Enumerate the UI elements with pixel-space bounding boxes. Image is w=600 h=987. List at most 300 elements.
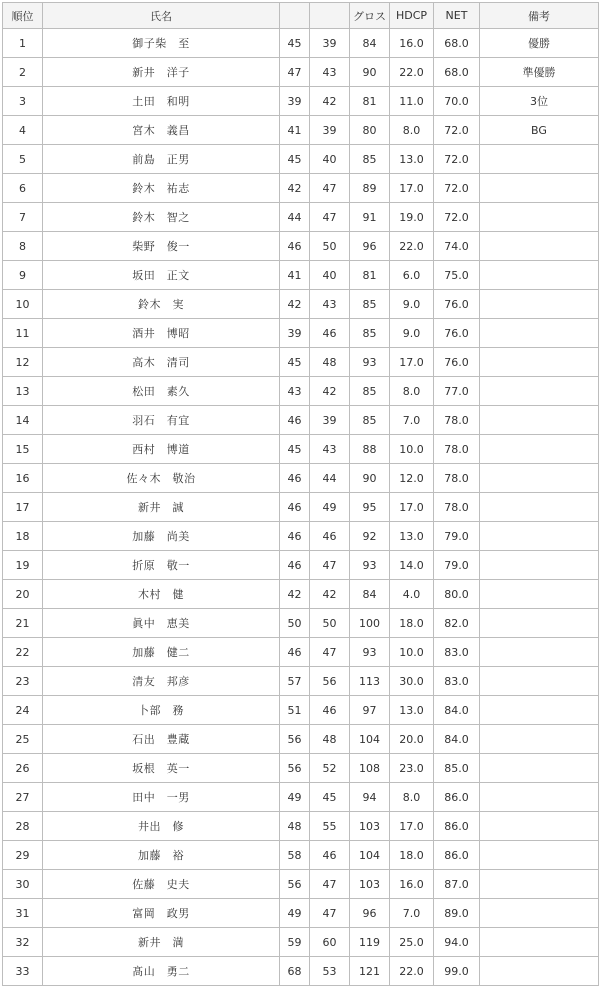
cell-hdcp: 19.0 — [390, 203, 434, 232]
cell-gross: 90 — [350, 464, 390, 493]
cell-gross: 85 — [350, 406, 390, 435]
cell-gross: 84 — [350, 580, 390, 609]
cell-rank: 17 — [3, 493, 43, 522]
cell-note — [480, 493, 599, 522]
cell-note — [480, 812, 599, 841]
table-row — [3, 522, 599, 551]
cell-out: 46 — [280, 493, 310, 522]
cell-in: 48 — [310, 725, 350, 754]
cell-in: 47 — [310, 899, 350, 928]
cell-note — [480, 638, 599, 667]
cell-name: 宮木 義昌 — [43, 116, 280, 145]
cell-in: 47 — [310, 203, 350, 232]
header-row — [3, 3, 599, 29]
cell-gross: 95 — [350, 493, 390, 522]
cell-out: 45 — [280, 145, 310, 174]
cell-net: 70.0 — [434, 87, 480, 116]
header-in — [310, 3, 350, 29]
cell-gross: 85 — [350, 319, 390, 348]
cell-name: 眞中 恵美 — [43, 609, 280, 638]
cell-note — [480, 203, 599, 232]
cell-gross: 85 — [350, 377, 390, 406]
cell-hdcp: 8.0 — [390, 377, 434, 406]
cell-name: 鈴木 祐志 — [43, 174, 280, 203]
cell-out: 46 — [280, 464, 310, 493]
cell-hdcp: 22.0 — [390, 58, 434, 87]
cell-out: 42 — [280, 580, 310, 609]
cell-hdcp: 16.0 — [390, 870, 434, 899]
cell-rank: 7 — [3, 203, 43, 232]
cell-in: 39 — [310, 29, 350, 58]
cell-in: 46 — [310, 319, 350, 348]
cell-note — [480, 261, 599, 290]
cell-net: 79.0 — [434, 551, 480, 580]
table-row — [3, 377, 599, 406]
cell-hdcp: 7.0 — [390, 899, 434, 928]
cell-in: 47 — [310, 870, 350, 899]
cell-gross: 81 — [350, 87, 390, 116]
cell-name: 富岡 政男 — [43, 899, 280, 928]
cell-rank: 27 — [3, 783, 43, 812]
cell-net: 74.0 — [434, 232, 480, 261]
cell-gross: 104 — [350, 725, 390, 754]
table-row — [3, 812, 599, 841]
cell-rank: 25 — [3, 725, 43, 754]
table-row — [3, 174, 599, 203]
table-row — [3, 58, 599, 87]
cell-rank: 26 — [3, 754, 43, 783]
cell-hdcp: 10.0 — [390, 435, 434, 464]
cell-hdcp: 13.0 — [390, 145, 434, 174]
cell-hdcp: 13.0 — [390, 522, 434, 551]
cell-in: 42 — [310, 87, 350, 116]
cell-note — [480, 870, 599, 899]
cell-net: 85.0 — [434, 754, 480, 783]
cell-net: 83.0 — [434, 638, 480, 667]
cell-hdcp: 22.0 — [390, 957, 434, 986]
cell-out: 42 — [280, 174, 310, 203]
cell-rank: 18 — [3, 522, 43, 551]
cell-out: 56 — [280, 725, 310, 754]
table-row — [3, 754, 599, 783]
cell-name: 卜部 務 — [43, 696, 280, 725]
cell-out: 51 — [280, 696, 310, 725]
cell-note — [480, 841, 599, 870]
results-table — [2, 2, 599, 986]
cell-name: 木村 健 — [43, 580, 280, 609]
header-name: 氏名 — [43, 3, 280, 29]
cell-rank: 31 — [3, 899, 43, 928]
cell-out: 50 — [280, 609, 310, 638]
cell-hdcp: 16.0 — [390, 29, 434, 58]
cell-note — [480, 319, 599, 348]
cell-note — [480, 406, 599, 435]
cell-net: 86.0 — [434, 841, 480, 870]
table-row — [3, 203, 599, 232]
table-row — [3, 783, 599, 812]
table-row — [3, 696, 599, 725]
cell-out: 39 — [280, 319, 310, 348]
cell-gross: 91 — [350, 203, 390, 232]
cell-name: 鈴木 智之 — [43, 203, 280, 232]
cell-net: 79.0 — [434, 522, 480, 551]
cell-in: 47 — [310, 174, 350, 203]
cell-gross: 81 — [350, 261, 390, 290]
cell-in: 43 — [310, 435, 350, 464]
cell-net: 82.0 — [434, 609, 480, 638]
cell-gross: 93 — [350, 348, 390, 377]
cell-gross: 97 — [350, 696, 390, 725]
cell-name: 坂根 英一 — [43, 754, 280, 783]
header-rank: 順位 — [3, 3, 43, 29]
cell-in: 46 — [310, 696, 350, 725]
cell-note: 優勝 — [480, 29, 599, 58]
cell-gross: 90 — [350, 58, 390, 87]
cell-gross: 92 — [350, 522, 390, 551]
cell-name: 新井 誠 — [43, 493, 280, 522]
cell-gross: 85 — [350, 145, 390, 174]
cell-hdcp: 9.0 — [390, 290, 434, 319]
cell-hdcp: 8.0 — [390, 783, 434, 812]
cell-out: 45 — [280, 435, 310, 464]
cell-gross: 113 — [350, 667, 390, 696]
table-row — [3, 957, 599, 986]
cell-gross: 88 — [350, 435, 390, 464]
cell-hdcp: 14.0 — [390, 551, 434, 580]
cell-net: 72.0 — [434, 174, 480, 203]
cell-net: 84.0 — [434, 725, 480, 754]
cell-name: 新井 満 — [43, 928, 280, 957]
header-out — [280, 3, 310, 29]
table-row — [3, 580, 599, 609]
cell-name: 新井 洋子 — [43, 58, 280, 87]
cell-net: 87.0 — [434, 870, 480, 899]
cell-name: 御子柴 至 — [43, 29, 280, 58]
cell-note — [480, 435, 599, 464]
cell-in: 42 — [310, 580, 350, 609]
cell-rank: 12 — [3, 348, 43, 377]
header-gross: グロス — [350, 3, 390, 29]
cell-in: 56 — [310, 667, 350, 696]
table-row — [3, 87, 599, 116]
cell-hdcp: 11.0 — [390, 87, 434, 116]
cell-name: 石出 豊蔵 — [43, 725, 280, 754]
cell-rank: 10 — [3, 290, 43, 319]
cell-out: 57 — [280, 667, 310, 696]
cell-out: 45 — [280, 29, 310, 58]
cell-note — [480, 377, 599, 406]
cell-rank: 15 — [3, 435, 43, 464]
table-row — [3, 493, 599, 522]
cell-in: 46 — [310, 522, 350, 551]
cell-in: 39 — [310, 116, 350, 145]
table-row — [3, 638, 599, 667]
cell-note — [480, 174, 599, 203]
cell-gross: 80 — [350, 116, 390, 145]
cell-net: 76.0 — [434, 290, 480, 319]
cell-rank: 29 — [3, 841, 43, 870]
cell-hdcp: 9.0 — [390, 319, 434, 348]
table-row — [3, 464, 599, 493]
cell-note: 3位 — [480, 87, 599, 116]
header-net: NET — [434, 3, 480, 29]
cell-note — [480, 145, 599, 174]
cell-rank: 16 — [3, 464, 43, 493]
cell-note — [480, 754, 599, 783]
cell-rank: 24 — [3, 696, 43, 725]
cell-gross: 119 — [350, 928, 390, 957]
cell-in: 43 — [310, 58, 350, 87]
cell-note: 準優勝 — [480, 58, 599, 87]
cell-in: 45 — [310, 783, 350, 812]
cell-note — [480, 957, 599, 986]
cell-hdcp: 18.0 — [390, 609, 434, 638]
cell-note — [480, 609, 599, 638]
cell-in: 50 — [310, 232, 350, 261]
cell-name: 高木 清司 — [43, 348, 280, 377]
table-body — [3, 29, 599, 986]
cell-net: 89.0 — [434, 899, 480, 928]
table-row — [3, 870, 599, 899]
cell-in: 48 — [310, 348, 350, 377]
cell-in: 40 — [310, 145, 350, 174]
cell-rank: 2 — [3, 58, 43, 87]
table-row — [3, 899, 599, 928]
cell-gross: 104 — [350, 841, 390, 870]
cell-out: 49 — [280, 899, 310, 928]
cell-rank: 28 — [3, 812, 43, 841]
cell-net: 75.0 — [434, 261, 480, 290]
cell-rank: 19 — [3, 551, 43, 580]
cell-out: 49 — [280, 783, 310, 812]
cell-gross: 89 — [350, 174, 390, 203]
cell-hdcp: 12.0 — [390, 464, 434, 493]
cell-hdcp: 17.0 — [390, 812, 434, 841]
cell-name: 井出 修 — [43, 812, 280, 841]
cell-net: 76.0 — [434, 348, 480, 377]
cell-name: 柴野 俊一 — [43, 232, 280, 261]
cell-rank: 22 — [3, 638, 43, 667]
table-row — [3, 261, 599, 290]
cell-out: 46 — [280, 232, 310, 261]
cell-net: 94.0 — [434, 928, 480, 957]
cell-name: 羽石 有宜 — [43, 406, 280, 435]
table-row — [3, 29, 599, 58]
cell-out: 39 — [280, 87, 310, 116]
cell-hdcp: 7.0 — [390, 406, 434, 435]
cell-net: 76.0 — [434, 319, 480, 348]
cell-net: 84.0 — [434, 696, 480, 725]
cell-net: 99.0 — [434, 957, 480, 986]
cell-name: 西村 博道 — [43, 435, 280, 464]
cell-net: 78.0 — [434, 406, 480, 435]
cell-out: 46 — [280, 522, 310, 551]
cell-in: 42 — [310, 377, 350, 406]
cell-hdcp: 6.0 — [390, 261, 434, 290]
cell-in: 52 — [310, 754, 350, 783]
cell-hdcp: 30.0 — [390, 667, 434, 696]
cell-name: 土田 和明 — [43, 87, 280, 116]
cell-note — [480, 667, 599, 696]
cell-hdcp: 25.0 — [390, 928, 434, 957]
cell-name: 佐藤 史夫 — [43, 870, 280, 899]
cell-gross: 94 — [350, 783, 390, 812]
header-note: 備考 — [480, 3, 599, 29]
cell-note — [480, 696, 599, 725]
cell-rank: 3 — [3, 87, 43, 116]
table-row — [3, 232, 599, 261]
cell-note — [480, 725, 599, 754]
cell-net: 78.0 — [434, 493, 480, 522]
cell-rank: 8 — [3, 232, 43, 261]
cell-out: 47 — [280, 58, 310, 87]
table-row — [3, 406, 599, 435]
table-row — [3, 667, 599, 696]
cell-in: 60 — [310, 928, 350, 957]
cell-rank: 20 — [3, 580, 43, 609]
cell-rank: 30 — [3, 870, 43, 899]
cell-gross: 121 — [350, 957, 390, 986]
table-row — [3, 290, 599, 319]
cell-rank: 9 — [3, 261, 43, 290]
table-row — [3, 435, 599, 464]
cell-out: 56 — [280, 754, 310, 783]
cell-net: 83.0 — [434, 667, 480, 696]
cell-rank: 33 — [3, 957, 43, 986]
cell-in: 49 — [310, 493, 350, 522]
cell-in: 39 — [310, 406, 350, 435]
cell-gross: 93 — [350, 551, 390, 580]
cell-rank: 23 — [3, 667, 43, 696]
cell-net: 68.0 — [434, 29, 480, 58]
cell-name: 坂田 正文 — [43, 261, 280, 290]
cell-out: 46 — [280, 551, 310, 580]
cell-rank: 4 — [3, 116, 43, 145]
cell-note — [480, 522, 599, 551]
cell-hdcp: 18.0 — [390, 841, 434, 870]
cell-in: 40 — [310, 261, 350, 290]
cell-note — [480, 348, 599, 377]
cell-in: 43 — [310, 290, 350, 319]
cell-name: 加藤 裕 — [43, 841, 280, 870]
cell-name: 前島 正男 — [43, 145, 280, 174]
cell-gross: 96 — [350, 899, 390, 928]
cell-name: 鈴木 実 — [43, 290, 280, 319]
cell-rank: 14 — [3, 406, 43, 435]
cell-in: 50 — [310, 609, 350, 638]
table-row — [3, 841, 599, 870]
table-row — [3, 725, 599, 754]
cell-out: 43 — [280, 377, 310, 406]
table-row — [3, 609, 599, 638]
cell-name: 松田 素久 — [43, 377, 280, 406]
cell-name: 酒井 博昭 — [43, 319, 280, 348]
cell-in: 44 — [310, 464, 350, 493]
table-row — [3, 551, 599, 580]
cell-out: 68 — [280, 957, 310, 986]
cell-note — [480, 928, 599, 957]
cell-out: 46 — [280, 638, 310, 667]
table-row — [3, 319, 599, 348]
cell-out: 41 — [280, 261, 310, 290]
cell-name: 髙山 勇二 — [43, 957, 280, 986]
cell-net: 78.0 — [434, 464, 480, 493]
cell-in: 47 — [310, 551, 350, 580]
cell-hdcp: 17.0 — [390, 174, 434, 203]
cell-out: 58 — [280, 841, 310, 870]
cell-rank: 11 — [3, 319, 43, 348]
cell-out: 41 — [280, 116, 310, 145]
cell-out: 44 — [280, 203, 310, 232]
table-row — [3, 116, 599, 145]
cell-net: 72.0 — [434, 203, 480, 232]
cell-net: 86.0 — [434, 812, 480, 841]
cell-out: 56 — [280, 870, 310, 899]
cell-rank: 32 — [3, 928, 43, 957]
cell-note: BG — [480, 116, 599, 145]
cell-gross: 93 — [350, 638, 390, 667]
cell-hdcp: 17.0 — [390, 493, 434, 522]
header-hdcp: HDCP — [390, 3, 434, 29]
table-row — [3, 145, 599, 174]
cell-gross: 100 — [350, 609, 390, 638]
cell-rank: 1 — [3, 29, 43, 58]
cell-rank: 6 — [3, 174, 43, 203]
cell-gross: 84 — [350, 29, 390, 58]
cell-in: 55 — [310, 812, 350, 841]
cell-note — [480, 232, 599, 261]
cell-note — [480, 580, 599, 609]
cell-out: 45 — [280, 348, 310, 377]
cell-note — [480, 783, 599, 812]
cell-gross: 103 — [350, 812, 390, 841]
cell-name: 折原 敬一 — [43, 551, 280, 580]
cell-gross: 96 — [350, 232, 390, 261]
cell-out: 42 — [280, 290, 310, 319]
cell-gross: 85 — [350, 290, 390, 319]
cell-name: 清友 邦彦 — [43, 667, 280, 696]
cell-net: 86.0 — [434, 783, 480, 812]
cell-net: 80.0 — [434, 580, 480, 609]
cell-out: 48 — [280, 812, 310, 841]
table-header — [3, 3, 599, 29]
cell-note — [480, 551, 599, 580]
cell-gross: 103 — [350, 870, 390, 899]
cell-hdcp: 4.0 — [390, 580, 434, 609]
cell-name: 佐々木 敬治 — [43, 464, 280, 493]
cell-hdcp: 13.0 — [390, 696, 434, 725]
cell-gross: 108 — [350, 754, 390, 783]
cell-net: 77.0 — [434, 377, 480, 406]
table-row — [3, 348, 599, 377]
cell-rank: 21 — [3, 609, 43, 638]
cell-net: 72.0 — [434, 116, 480, 145]
cell-net: 72.0 — [434, 145, 480, 174]
cell-name: 加藤 健二 — [43, 638, 280, 667]
cell-hdcp: 10.0 — [390, 638, 434, 667]
cell-note — [480, 464, 599, 493]
cell-note — [480, 290, 599, 319]
cell-in: 46 — [310, 841, 350, 870]
cell-in: 53 — [310, 957, 350, 986]
cell-out: 59 — [280, 928, 310, 957]
cell-net: 68.0 — [434, 58, 480, 87]
cell-note — [480, 899, 599, 928]
cell-hdcp: 22.0 — [390, 232, 434, 261]
cell-hdcp: 17.0 — [390, 348, 434, 377]
cell-hdcp: 20.0 — [390, 725, 434, 754]
cell-net: 78.0 — [434, 435, 480, 464]
